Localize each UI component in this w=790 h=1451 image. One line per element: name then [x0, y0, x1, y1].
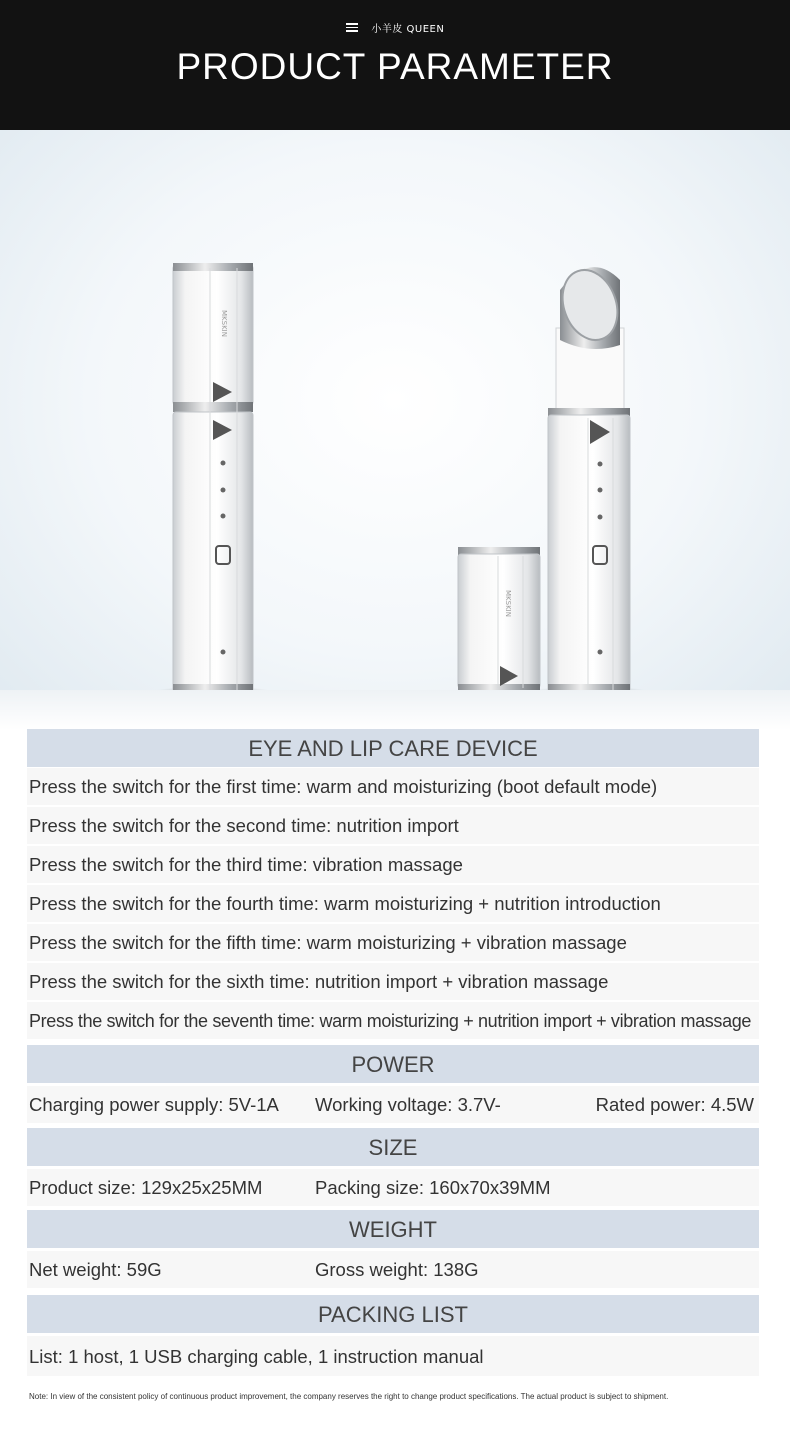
packing-list-text: List: 1 host, 1 USB charging cable, 1 instruction manual	[29, 1346, 484, 1367]
cap-brand-text: MKSKIN	[504, 590, 512, 617]
device-capped	[148, 263, 278, 702]
brand-bar	[0, 20, 790, 35]
spec-row	[27, 807, 759, 846]
mode-5-text: Press the switch for the fifth time: warm moisturizing + vibration massage	[29, 932, 627, 953]
packing-size-text: Packing size: 160x70x39MM	[315, 1177, 551, 1198]
spec-row	[27, 885, 759, 924]
menu-icon	[346, 21, 358, 34]
spec-row	[27, 924, 759, 963]
working-voltage-text: Working voltage: 3.7V-	[315, 1094, 501, 1115]
spec-row	[27, 1336, 759, 1378]
spec-row	[27, 1169, 759, 1208]
product-image	[0, 130, 790, 730]
section-size-title: SIZE	[27, 1128, 759, 1166]
hero-floor	[0, 690, 790, 730]
product-size-text: Product size: 129x25x25MM	[29, 1177, 263, 1198]
device-open	[525, 262, 655, 702]
charging-supply-text: Charging power supply: 5V-1A	[29, 1094, 279, 1115]
rated-power-text: Rated power: 4.5W	[595, 1094, 754, 1115]
mode-3-text: Press the switch for the third time: vibration massage	[29, 854, 463, 875]
spec-row	[27, 1251, 759, 1290]
gross-weight-text: Gross weight: 138G	[315, 1259, 479, 1280]
mode-7-text: Press the switch for the seventh time: warm moisturizing + nutrition import + vibration massage	[29, 1011, 752, 1031]
device-cap	[458, 547, 540, 694]
spec-row	[27, 768, 759, 807]
product-hero	[0, 130, 790, 730]
spec-row	[27, 846, 759, 885]
spec-row	[27, 963, 759, 1002]
device-brand-text: MKSKIN	[220, 310, 228, 337]
mode-1-text: Press the switch for the first time: warm and moisturizing (boot default mode)	[29, 776, 658, 797]
net-weight-text: Net weight: 59G	[29, 1259, 162, 1280]
footnote: Note: In view of the consistent policy of continuous product improvement, the company reserves the right to change product specifications. The actual product is subject to shipment.	[29, 1392, 669, 1401]
mode-4-text: Press the switch for the fourth time: warm moisturizing + nutrition introduction	[29, 893, 661, 914]
spec-row	[27, 1002, 759, 1041]
brand-label: 小羊皮 QUEEN	[371, 24, 445, 35]
section-packing-title: PACKING LIST	[27, 1295, 759, 1333]
section-power-title: POWER	[27, 1045, 759, 1083]
section-device-title: EYE AND LIP CARE DEVICE	[27, 729, 759, 767]
page-title: PRODUCT PARAMETER	[176, 46, 614, 87]
mode-6-text: Press the switch for the sixth time: nutrition import + vibration massage	[29, 971, 609, 992]
spec-row	[27, 1086, 759, 1125]
page-header	[0, 0, 790, 130]
mode-2-text: Press the switch for the second time: nutrition import	[29, 815, 459, 836]
section-weight-title: WEIGHT	[27, 1210, 759, 1248]
